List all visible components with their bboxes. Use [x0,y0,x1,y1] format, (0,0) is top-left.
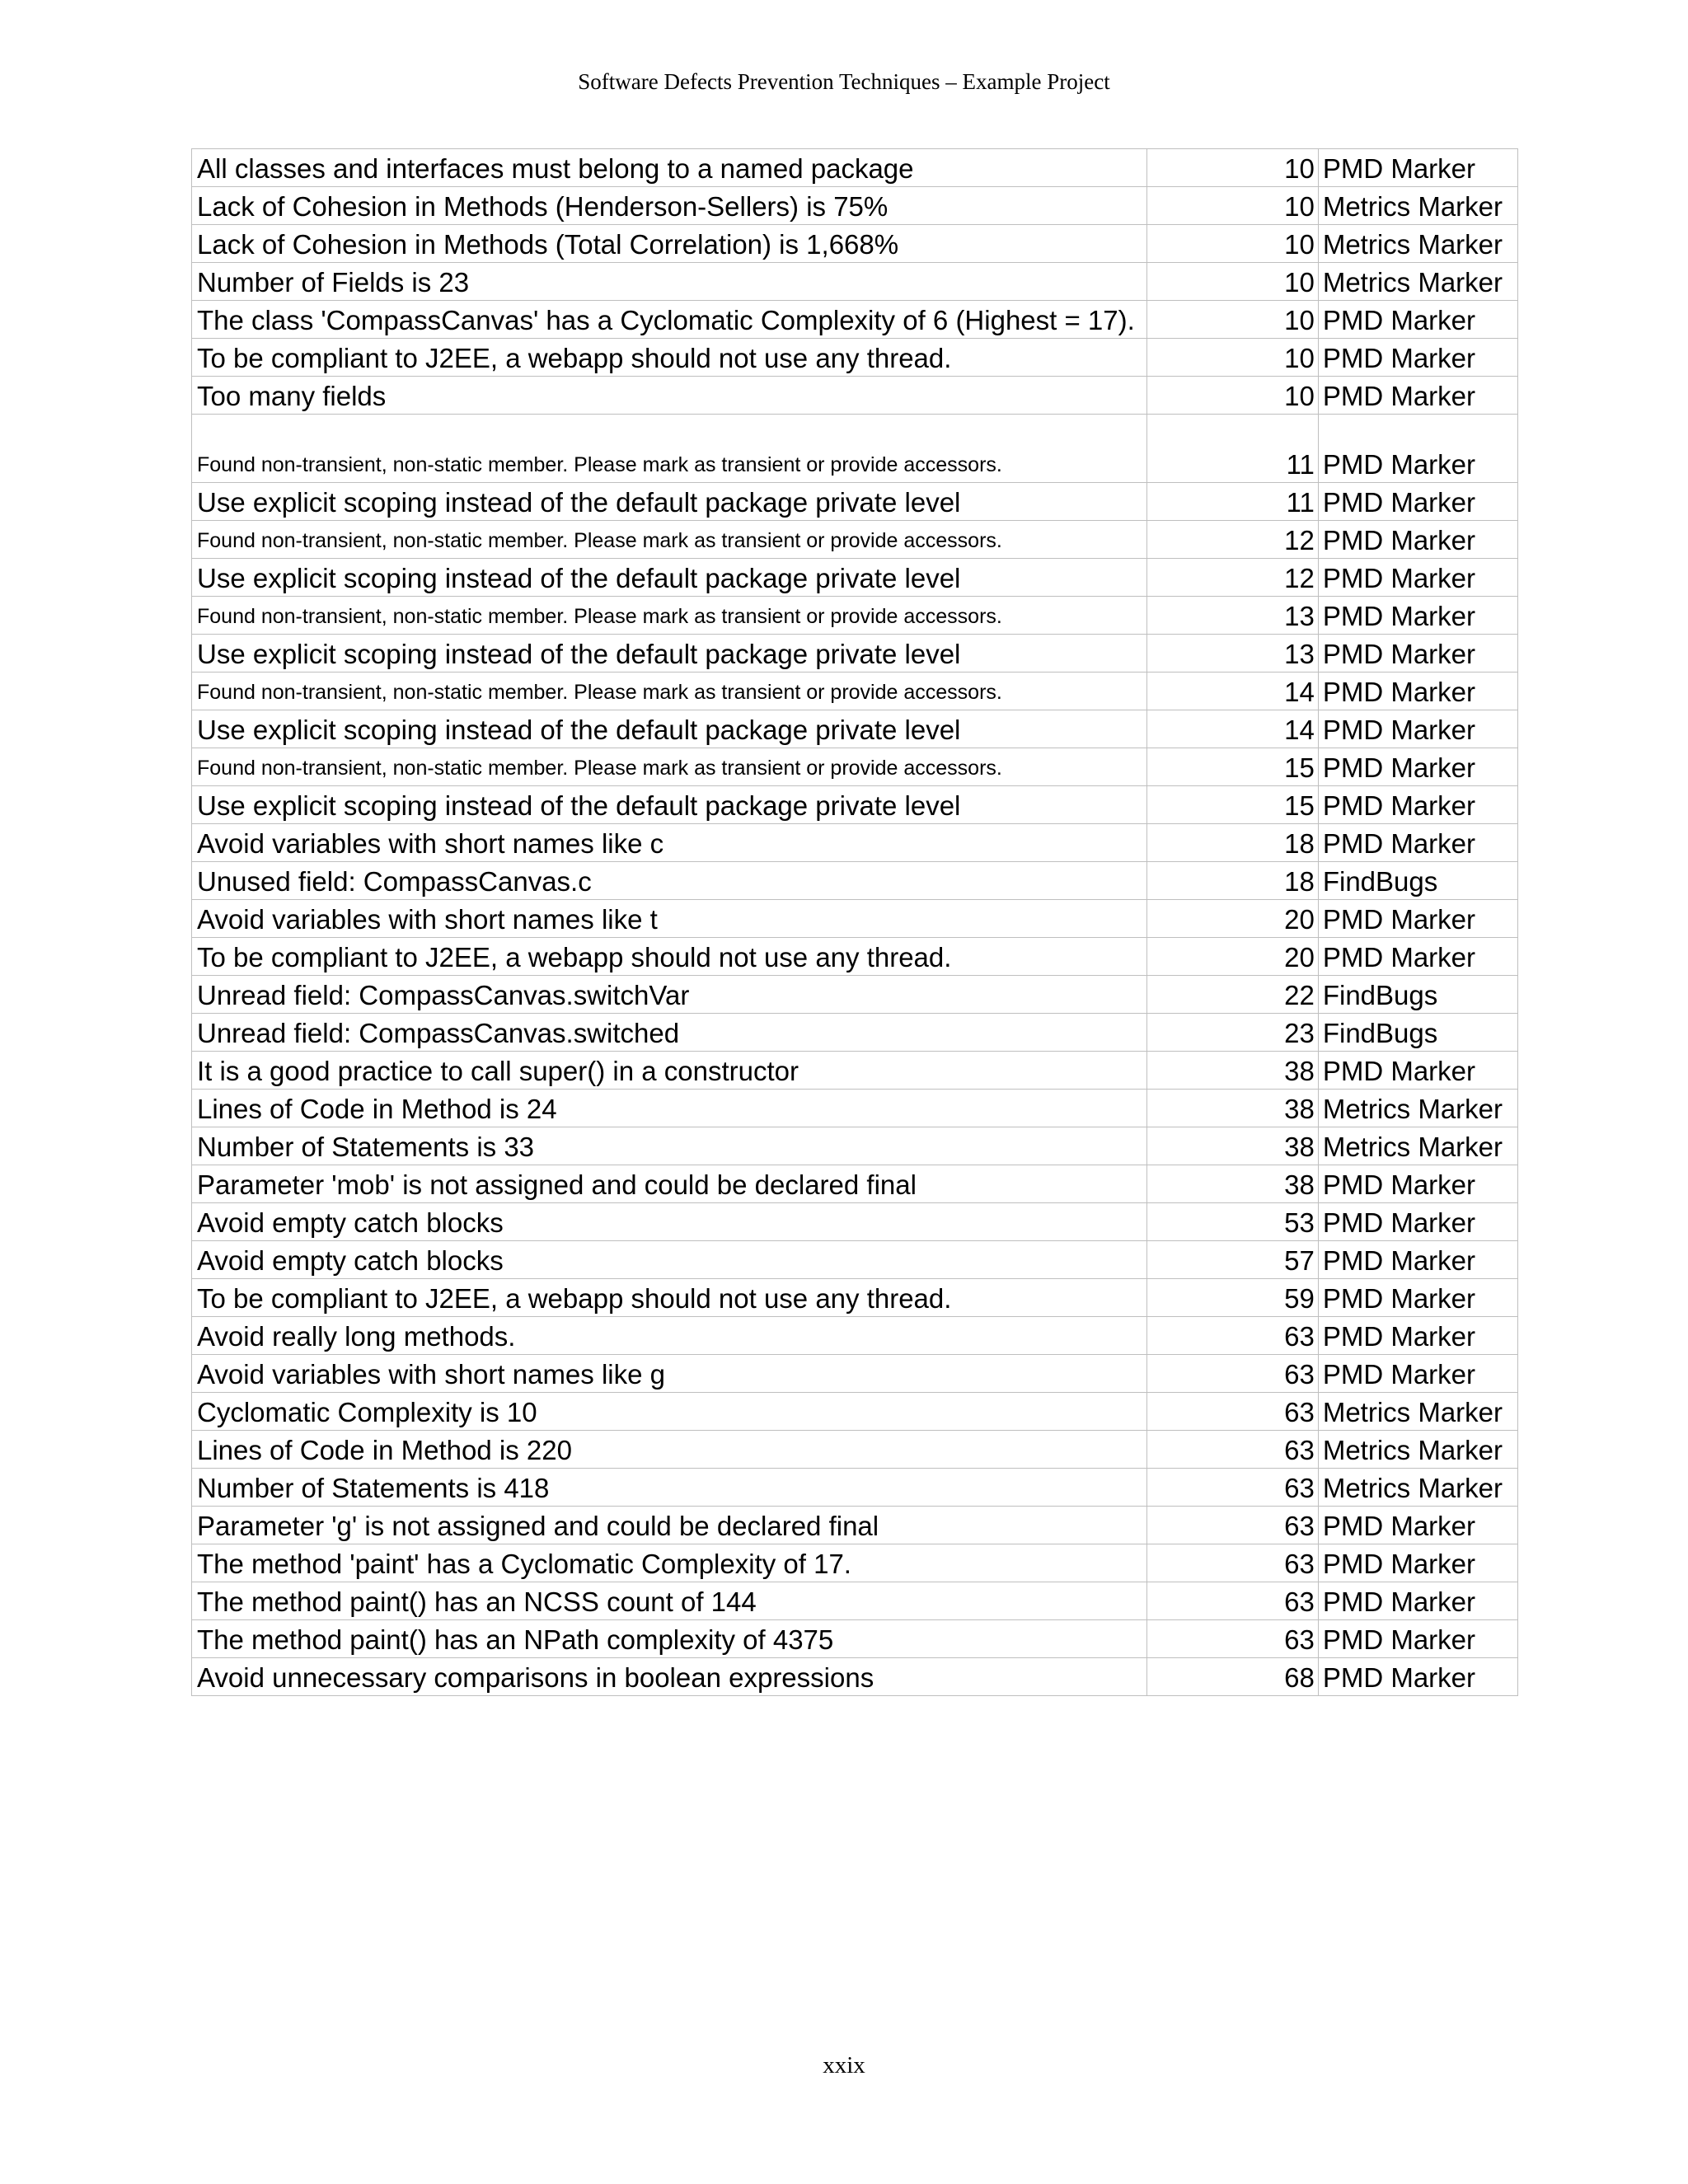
marker-line-cell: 10 [1146,225,1318,263]
table-row [192,938,1518,976]
marker-line-cell: 63 [1146,1620,1318,1658]
marker-line-cell: 38 [1146,1127,1318,1165]
table-row [192,559,1518,597]
marker-message-cell: Avoid empty catch blocks [192,1203,1147,1241]
table-row [192,824,1518,862]
marker-message-cell: Avoid unnecessary comparisons in boolean expressions [192,1658,1147,1696]
table-row [192,1127,1518,1165]
marker-type-cell: PMD Marker [1318,900,1517,938]
marker-type-cell: PMD Marker [1318,597,1517,635]
marker-line-cell: 10 [1146,149,1318,187]
marker-line-cell: 23 [1146,1014,1318,1052]
markers-table-body [192,149,1518,1696]
marker-line-cell: 63 [1146,1582,1318,1620]
marker-line-cell: 18 [1146,824,1318,862]
marker-message-cell: Avoid really long methods. [192,1317,1147,1355]
table-row [192,597,1518,635]
marker-message-cell: Use explicit scoping instead of the default package private level [192,559,1147,597]
marker-type-cell: PMD Marker [1318,1052,1517,1090]
marker-type-cell: PMD Marker [1318,1165,1517,1203]
marker-type-cell: PMD Marker [1318,1279,1517,1317]
table-row [192,1090,1518,1127]
marker-type-cell: Metrics Marker [1318,263,1517,301]
table-row [192,673,1518,710]
marker-type-cell: PMD Marker [1318,1620,1517,1658]
table-row [192,1165,1518,1203]
marker-line-cell: 10 [1146,377,1318,415]
marker-message-cell: Use explicit scoping instead of the default package private level [192,635,1147,673]
marker-message-cell: Parameter 'g' is not assigned and could be declared final [192,1507,1147,1544]
marker-type-cell: Metrics Marker [1318,1431,1517,1469]
marker-line-cell: 53 [1146,1203,1318,1241]
marker-message-cell: Found non-transient, non-static member. Please mark as transient or provide accessors. [192,748,1147,786]
marker-line-cell: 18 [1146,862,1318,900]
marker-message-cell: Lines of Code in Method is 24 [192,1090,1147,1127]
table-row [192,377,1518,415]
marker-line-cell: 57 [1146,1241,1318,1279]
marker-type-cell: Metrics Marker [1318,1393,1517,1431]
marker-message-cell: To be compliant to J2EE, a webapp should not use any thread. [192,339,1147,377]
marker-message-cell: Use explicit scoping instead of the default package private level [192,786,1147,824]
marker-message-cell: The class 'CompassCanvas' has a Cyclomatic Complexity of 6 (Highest = 17). [192,301,1147,339]
table-row [192,1279,1518,1317]
marker-message-cell: To be compliant to J2EE, a webapp should not use any thread. [192,938,1147,976]
table-row [192,1052,1518,1090]
table-row [192,339,1518,377]
table-row [192,1014,1518,1052]
marker-type-cell: PMD Marker [1318,339,1517,377]
marker-type-cell: PMD Marker [1318,1355,1517,1393]
marker-line-cell: 63 [1146,1393,1318,1431]
marker-type-cell: FindBugs [1318,976,1517,1014]
marker-line-cell: 63 [1146,1317,1318,1355]
marker-type-cell: PMD Marker [1318,521,1517,559]
markers-table [191,148,1518,1696]
marker-message-cell: Found non-transient, non-static member. Please mark as transient or provide accessors. [192,415,1147,483]
marker-type-cell: PMD Marker [1318,710,1517,748]
marker-type-cell: FindBugs [1318,862,1517,900]
table-row [192,900,1518,938]
marker-message-cell: The method 'paint' has a Cyclomatic Complexity of 17. [192,1544,1147,1582]
marker-message-cell: Number of Statements is 418 [192,1469,1147,1507]
marker-type-cell: Metrics Marker [1318,1127,1517,1165]
marker-message-cell: Avoid variables with short names like t [192,900,1147,938]
table-row [192,521,1518,559]
marker-line-cell: 59 [1146,1279,1318,1317]
table-row [192,1355,1518,1393]
table-row [192,1507,1518,1544]
marker-message-cell: Number of Statements is 33 [192,1127,1147,1165]
table-row [192,415,1518,483]
marker-message-cell: The method paint() has an NCSS count of 144 [192,1582,1147,1620]
marker-type-cell: PMD Marker [1318,483,1517,521]
marker-line-cell: 15 [1146,786,1318,824]
marker-type-cell: PMD Marker [1318,673,1517,710]
marker-type-cell: Metrics Marker [1318,187,1517,225]
marker-type-cell: Metrics Marker [1318,1090,1517,1127]
marker-line-cell: 14 [1146,673,1318,710]
table-row [192,225,1518,263]
page-header: Software Defects Prevention Techniques – Example Project [578,69,1110,94]
table-row [192,1203,1518,1241]
marker-message-cell: Unused field: CompassCanvas.c [192,862,1147,900]
table-row [192,1658,1518,1696]
table-row [192,149,1518,187]
marker-line-cell: 11 [1146,415,1318,483]
table-row [192,1241,1518,1279]
marker-message-cell: Too many fields [192,377,1147,415]
marker-type-cell: PMD Marker [1318,1241,1517,1279]
marker-line-cell: 12 [1146,521,1318,559]
marker-line-cell: 10 [1146,187,1318,225]
marker-message-cell: Found non-transient, non-static member. Please mark as transient or provide accessors. [192,521,1147,559]
table-row [192,1620,1518,1658]
marker-type-cell: PMD Marker [1318,635,1517,673]
marker-line-cell: 14 [1146,710,1318,748]
marker-line-cell: 63 [1146,1544,1318,1582]
marker-type-cell: FindBugs [1318,1014,1517,1052]
marker-message-cell: Found non-transient, non-static member. Please mark as transient or provide accessors. [192,597,1147,635]
table-row [192,710,1518,748]
marker-type-cell: PMD Marker [1318,415,1517,483]
table-row [192,1317,1518,1355]
marker-message-cell: Unread field: CompassCanvas.switched [192,1014,1147,1052]
table-row [192,976,1518,1014]
table-row [192,635,1518,673]
marker-line-cell: 22 [1146,976,1318,1014]
marker-line-cell: 38 [1146,1052,1318,1090]
marker-line-cell: 10 [1146,339,1318,377]
marker-message-cell: Unread field: CompassCanvas.switchVar [192,976,1147,1014]
table-row [192,1544,1518,1582]
table-row [192,1469,1518,1507]
marker-type-cell: PMD Marker [1318,938,1517,976]
markers-table-container [191,148,1518,1696]
marker-type-cell: PMD Marker [1318,786,1517,824]
marker-line-cell: 63 [1146,1507,1318,1544]
table-row [192,263,1518,301]
marker-message-cell: Use explicit scoping instead of the default package private level [192,710,1147,748]
marker-line-cell: 10 [1146,301,1318,339]
marker-line-cell: 20 [1146,900,1318,938]
marker-type-cell: Metrics Marker [1318,1469,1517,1507]
marker-type-cell: Metrics Marker [1318,225,1517,263]
marker-type-cell: PMD Marker [1318,559,1517,597]
marker-line-cell: 38 [1146,1090,1318,1127]
marker-message-cell: Found non-transient, non-static member. Please mark as transient or provide accessors. [192,673,1147,710]
table-row [192,862,1518,900]
marker-line-cell: 15 [1146,748,1318,786]
marker-message-cell: The method paint() has an NPath complexity of 4375 [192,1620,1147,1658]
marker-line-cell: 38 [1146,1165,1318,1203]
marker-message-cell: It is a good practice to call super() in a constructor [192,1052,1147,1090]
marker-type-cell: PMD Marker [1318,1203,1517,1241]
marker-message-cell: Lack of Cohesion in Methods (Henderson-Sellers) is 75% [192,187,1147,225]
marker-line-cell: 10 [1146,263,1318,301]
table-row [192,301,1518,339]
marker-type-cell: PMD Marker [1318,748,1517,786]
marker-message-cell: To be compliant to J2EE, a webapp should not use any thread. [192,1279,1147,1317]
table-row [192,1431,1518,1469]
marker-type-cell: PMD Marker [1318,1658,1517,1696]
marker-message-cell: Lack of Cohesion in Methods (Total Correlation) is 1,668% [192,225,1147,263]
marker-type-cell: PMD Marker [1318,149,1517,187]
marker-line-cell: 13 [1146,635,1318,673]
marker-type-cell: PMD Marker [1318,301,1517,339]
table-row [192,1582,1518,1620]
marker-message-cell: Number of Fields is 23 [192,263,1147,301]
marker-type-cell: PMD Marker [1318,1582,1517,1620]
marker-type-cell: PMD Marker [1318,1544,1517,1582]
table-row [192,1393,1518,1431]
marker-type-cell: PMD Marker [1318,1507,1517,1544]
marker-line-cell: 11 [1146,483,1318,521]
table-row [192,748,1518,786]
marker-line-cell: 63 [1146,1469,1318,1507]
marker-line-cell: 63 [1146,1431,1318,1469]
marker-line-cell: 68 [1146,1658,1318,1696]
marker-message-cell: Cyclomatic Complexity is 10 [192,1393,1147,1431]
marker-type-cell: PMD Marker [1318,1317,1517,1355]
marker-message-cell: Avoid empty catch blocks [192,1241,1147,1279]
marker-line-cell: 13 [1146,597,1318,635]
table-row [192,187,1518,225]
table-row [192,786,1518,824]
table-row [192,483,1518,521]
marker-type-cell: PMD Marker [1318,824,1517,862]
marker-message-cell: Use explicit scoping instead of the default package private level [192,483,1147,521]
marker-line-cell: 63 [1146,1355,1318,1393]
marker-message-cell: All classes and interfaces must belong to a named package [192,149,1147,187]
marker-message-cell: Parameter 'mob' is not assigned and could be declared final [192,1165,1147,1203]
marker-message-cell: Avoid variables with short names like g [192,1355,1147,1393]
marker-line-cell: 12 [1146,559,1318,597]
marker-message-cell: Avoid variables with short names like c [192,824,1147,862]
page-number: xxix [823,2052,865,2079]
marker-line-cell: 20 [1146,938,1318,976]
marker-message-cell: Lines of Code in Method is 220 [192,1431,1147,1469]
marker-type-cell: PMD Marker [1318,377,1517,415]
